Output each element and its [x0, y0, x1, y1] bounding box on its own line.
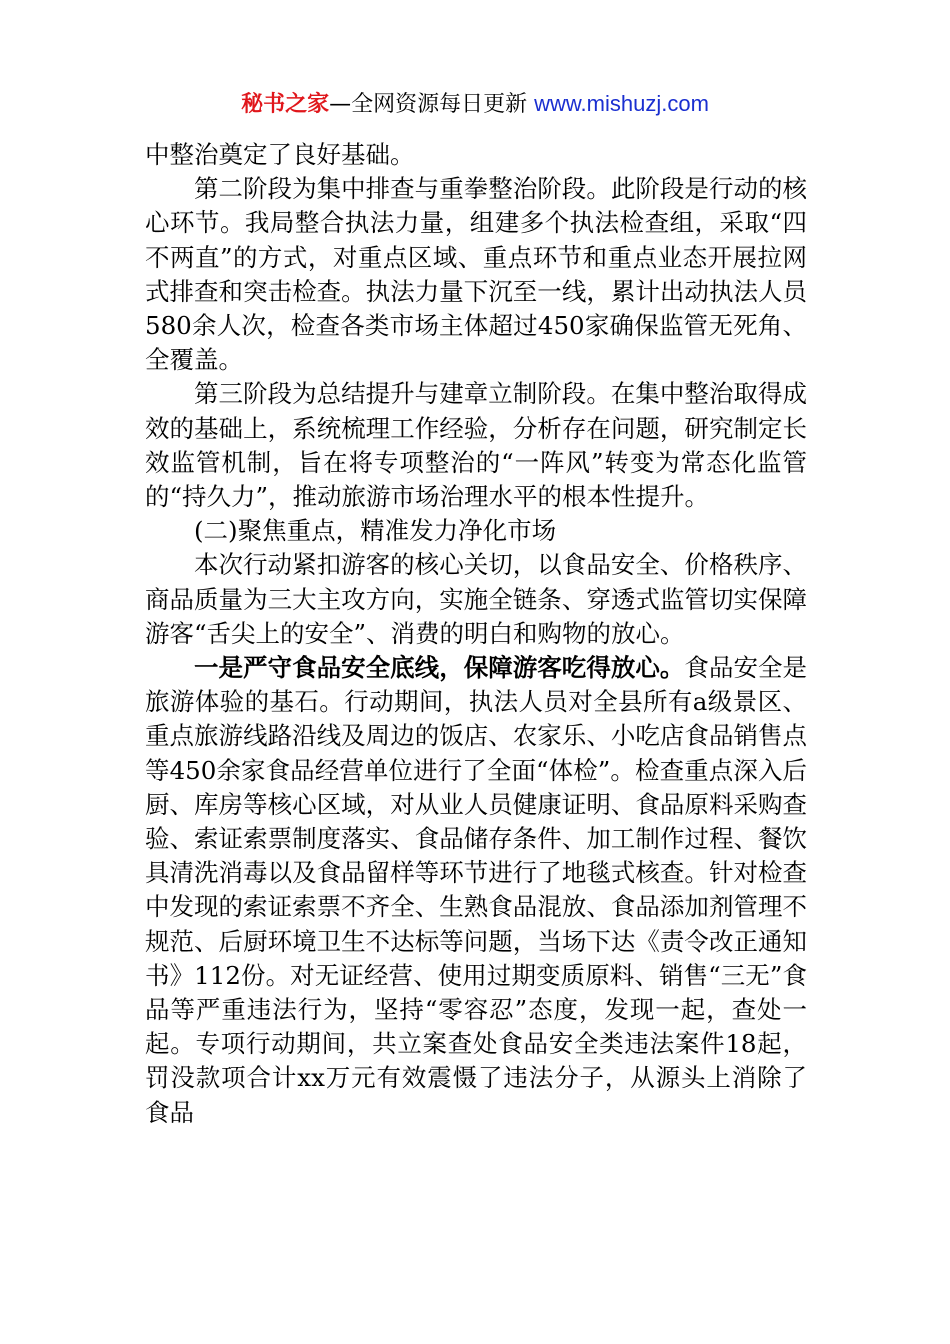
section-heading: (二)聚焦重点，精准发力净化市场 — [194, 516, 557, 546]
paragraph-lead: 一是严守食品安全底线，保障游客吃得放心。 — [194, 653, 685, 683]
paragraph-stage-two: 第二阶段为集中排查与重拳整治阶段。此阶段是行动的核心环节。我局整合执法力量，组建多个执法检查组，采取“四不两直”的方式，对重点区域、重点环节和重点业态开展拉网式排查和突击检查。执法力量下沉至一线，累计出动执法人员580余人次，检查各类市场主体超过450家确保监管无死角、全覆盖。 — [145, 174, 807, 375]
paragraph-food-safety — [145, 651, 807, 1130]
paragraph-focus: 本次行动紧扣游客的核心关切，以食品安全、价格秩序、商品质量为三大主攻方向，实施全链条、穿透式监管切实保障游客“舌尖上的安全”、消费的明白和购物的放心。 — [145, 550, 807, 648]
paragraph-food-safety-text: 食品安全是旅游体验的基石。行动期间，执法人员对全县所有a级景区、重点旅游线路沿线及周边的饭店、农家乐、小吃店食品销售点等450余家食品经营单位进行了全面“体检”。检查重点深入后厨、库房等核心区域，对从业人员健康证明、食品原料采购查验、索证索票制度落实、食品储存条件、加工制作过程、餐饮具清洗消毒以及食品留样等环节进行了地毯式核查。针对检查中发现的索证索票不齐全、生熟食品混放、食品添加剂管理不规范、后厨环境卫生不达标等问题，当场下达《责令改正通知书》112份。对无证经营、使用过期变质原料、销售“三无”食品等严重违法行为，坚持“零容忍”态度，发现一起，查处一起。专项行动期间，共立案查处食品安全类违法案件18起，罚没款项合计xx万元有效震慑了违法分子，从源头上消除了食品 — [145, 653, 808, 1127]
site-tagline: —全网资源每日更新 — [329, 92, 535, 117]
paragraph-stage-three: 第三阶段为总结提升与建章立制阶段。在集中整治取得成效的基础上，系统梳理工作经验，分析存在问题，研究制定长效监管机制，旨在将专项整治的“一阵风”转变为常态化监管的“持久力”，推动旅游市场治理水平的根本性提升。 — [145, 379, 807, 512]
document-body — [145, 138, 807, 1130]
paragraph-continuation: 中整治奠定了良好基础。 — [145, 140, 415, 169]
site-url-link[interactable]: www.mishuzj.com — [534, 91, 709, 116]
site-header — [0, 88, 950, 121]
site-brand: 秘书之家 — [241, 92, 330, 117]
